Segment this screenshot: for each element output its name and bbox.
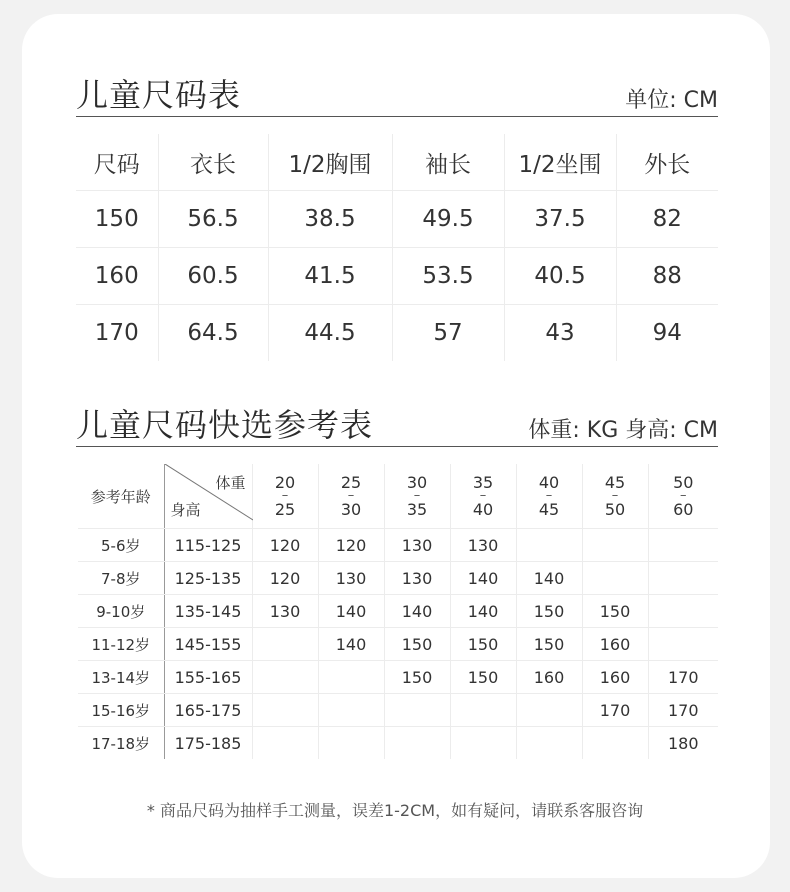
weight-range-header — [450, 464, 516, 529]
size-cell — [318, 727, 384, 760]
weight-from: 45 — [604, 473, 626, 492]
size-cell — [318, 661, 384, 694]
size-cell — [252, 661, 318, 694]
table-cell: 衣长 — [158, 134, 268, 191]
table-cell: 44.5 — [268, 305, 392, 362]
size-cell — [582, 727, 648, 760]
table-row — [78, 529, 718, 562]
range-dash: – — [479, 488, 487, 503]
age-cell: 17-18岁 — [78, 727, 164, 760]
table-row — [78, 628, 718, 661]
reference-title: 儿童尺码快选参考表 — [76, 406, 374, 444]
table-cell: 170 — [76, 305, 158, 362]
size-cell: 150 — [384, 661, 450, 694]
size-cell — [252, 727, 318, 760]
size-cell — [648, 628, 718, 661]
weight-range-header — [582, 464, 648, 529]
weight-to: 35 — [406, 500, 428, 519]
weight-to: 50 — [604, 500, 626, 519]
table-cell: 60.5 — [158, 248, 268, 305]
size-cell: 150 — [450, 661, 516, 694]
table-cell: 94 — [652, 320, 682, 346]
size-cell: 130 — [450, 529, 516, 562]
size-cell — [648, 529, 718, 562]
size-cell: 180 — [667, 733, 699, 753]
size-cell — [582, 562, 648, 595]
size-cell: 120 — [318, 529, 384, 562]
size-cell: 120 — [252, 529, 318, 562]
table-cell: 1/2胸围 — [268, 134, 392, 191]
height-label: 身高 — [170, 501, 201, 519]
table-cell: 82 — [616, 191, 718, 248]
height-cell: 175-185 — [164, 727, 252, 760]
table-cell: 40.5 — [504, 248, 616, 305]
size-cell: 140 — [318, 628, 384, 661]
table-row — [76, 305, 718, 362]
height-cell: 155-165 — [164, 661, 252, 694]
size-cell: 150 — [582, 595, 648, 628]
table-cell: 160 — [76, 248, 158, 305]
weight-to: 40 — [472, 500, 494, 519]
table-cell: 43 — [504, 305, 616, 362]
table-cell: 1/2坐围 — [504, 134, 616, 191]
size-cell: 170 — [648, 694, 718, 727]
weight-to: 30 — [340, 500, 362, 519]
range-dash: – — [281, 488, 289, 503]
weight-range-header — [252, 464, 318, 529]
table-cell: 41.5 — [268, 248, 392, 305]
age-column-header: 参考年龄 — [78, 464, 164, 529]
size-cell — [648, 595, 718, 628]
size-cell: 130 — [252, 595, 318, 628]
table-cell: 56.5 — [158, 191, 268, 248]
table-header-row — [76, 134, 718, 191]
size-cell: 130 — [318, 562, 384, 595]
size-cell: 130 — [384, 529, 450, 562]
range-dash: – — [680, 488, 687, 503]
size-cell: 140 — [516, 562, 582, 595]
range-dash: – — [545, 488, 553, 503]
weight-from: 40 — [538, 473, 560, 492]
size-cell: 150 — [516, 628, 582, 661]
size-cell: 140 — [384, 595, 450, 628]
table-cell: 外长 — [616, 134, 718, 191]
reference-unit: 体重: KG 身高: CM — [528, 418, 718, 443]
table-cell: 57 — [392, 305, 504, 362]
table-row — [78, 562, 718, 595]
size-cell — [450, 727, 516, 760]
weight-height-corner — [164, 464, 252, 529]
weight-range-header — [318, 464, 384, 529]
size-cell: 150 — [450, 628, 516, 661]
weight-to: 45 — [538, 500, 560, 519]
table-cell: 53.5 — [392, 248, 504, 305]
age-cell: 15-16岁 — [78, 694, 164, 727]
range-dash: – — [347, 488, 355, 503]
range-dash: – — [611, 488, 619, 503]
table-row — [78, 694, 718, 727]
size-cell — [516, 727, 582, 760]
weight-range-header — [648, 464, 718, 529]
size-cell — [318, 694, 384, 727]
table-cell: 38.5 — [268, 191, 392, 248]
range-dash: – — [413, 488, 421, 503]
size-cell: 160 — [582, 661, 648, 694]
weight-to: 60 — [673, 500, 694, 519]
weight-label: 体重 — [215, 474, 246, 492]
table-cell: 64.5 — [158, 305, 268, 362]
weight-range-header — [516, 464, 582, 529]
table-cell: 150 — [76, 191, 158, 248]
weight-from: 20 — [274, 473, 296, 492]
size-cell: 130 — [384, 562, 450, 595]
table-row — [78, 595, 718, 628]
age-cell: 5-6岁 — [78, 529, 164, 562]
size-chart-title: 儿童尺码表 — [76, 76, 242, 114]
size-cell: 120 — [252, 562, 318, 595]
reference-table — [78, 464, 718, 759]
table-row — [76, 248, 718, 305]
size-cell — [384, 727, 450, 760]
size-cell — [252, 694, 318, 727]
table-cell: 37.5 — [504, 191, 616, 248]
weight-from: 35 — [472, 473, 494, 492]
weight-to: 25 — [274, 500, 296, 519]
size-cell — [252, 628, 318, 661]
size-chart-table — [76, 134, 718, 361]
weight-from: 50 — [673, 473, 694, 492]
size-cell — [582, 529, 648, 562]
age-cell: 7-8岁 — [78, 562, 164, 595]
height-cell: 125-135 — [164, 562, 252, 595]
footnote: * 商品尺码为抽样手工测量，误差1-2CM，如有疑问，请联系客服咨询 — [146, 801, 644, 820]
size-cell — [450, 694, 516, 727]
size-chart-header — [76, 62, 718, 117]
weight-from: 30 — [406, 473, 428, 492]
weight-range-header — [384, 464, 450, 529]
size-cell: 150 — [384, 628, 450, 661]
size-cell — [516, 694, 582, 727]
age-cell: 9-10岁 — [78, 595, 164, 628]
table-cell: 88 — [616, 248, 718, 305]
table-cell: 袖长 — [392, 134, 504, 191]
table-cell: 49.5 — [392, 191, 504, 248]
table-row — [78, 727, 718, 760]
size-cell: 170 — [648, 661, 718, 694]
size-cell — [516, 529, 582, 562]
table-cell: 尺码 — [76, 134, 158, 191]
age-cell: 11-12岁 — [78, 628, 164, 661]
height-cell: 115-125 — [164, 529, 252, 562]
table-row — [78, 661, 718, 694]
height-cell: 145-155 — [164, 628, 252, 661]
size-cell: 140 — [450, 562, 516, 595]
height-cell: 165-175 — [164, 694, 252, 727]
size-cell: 140 — [450, 595, 516, 628]
table-row — [76, 191, 718, 248]
reference-header — [76, 394, 718, 447]
size-cell — [384, 694, 450, 727]
size-cell: 150 — [516, 595, 582, 628]
size-cell: 140 — [318, 595, 384, 628]
size-chart-unit: 单位: CM — [625, 88, 718, 113]
size-cell: 160 — [582, 628, 648, 661]
size-cell — [648, 562, 718, 595]
weight-from: 25 — [340, 473, 362, 492]
age-cell: 13-14岁 — [78, 661, 164, 694]
size-cell: 160 — [516, 661, 582, 694]
height-cell: 135-145 — [164, 595, 252, 628]
size-cell: 170 — [582, 694, 648, 727]
